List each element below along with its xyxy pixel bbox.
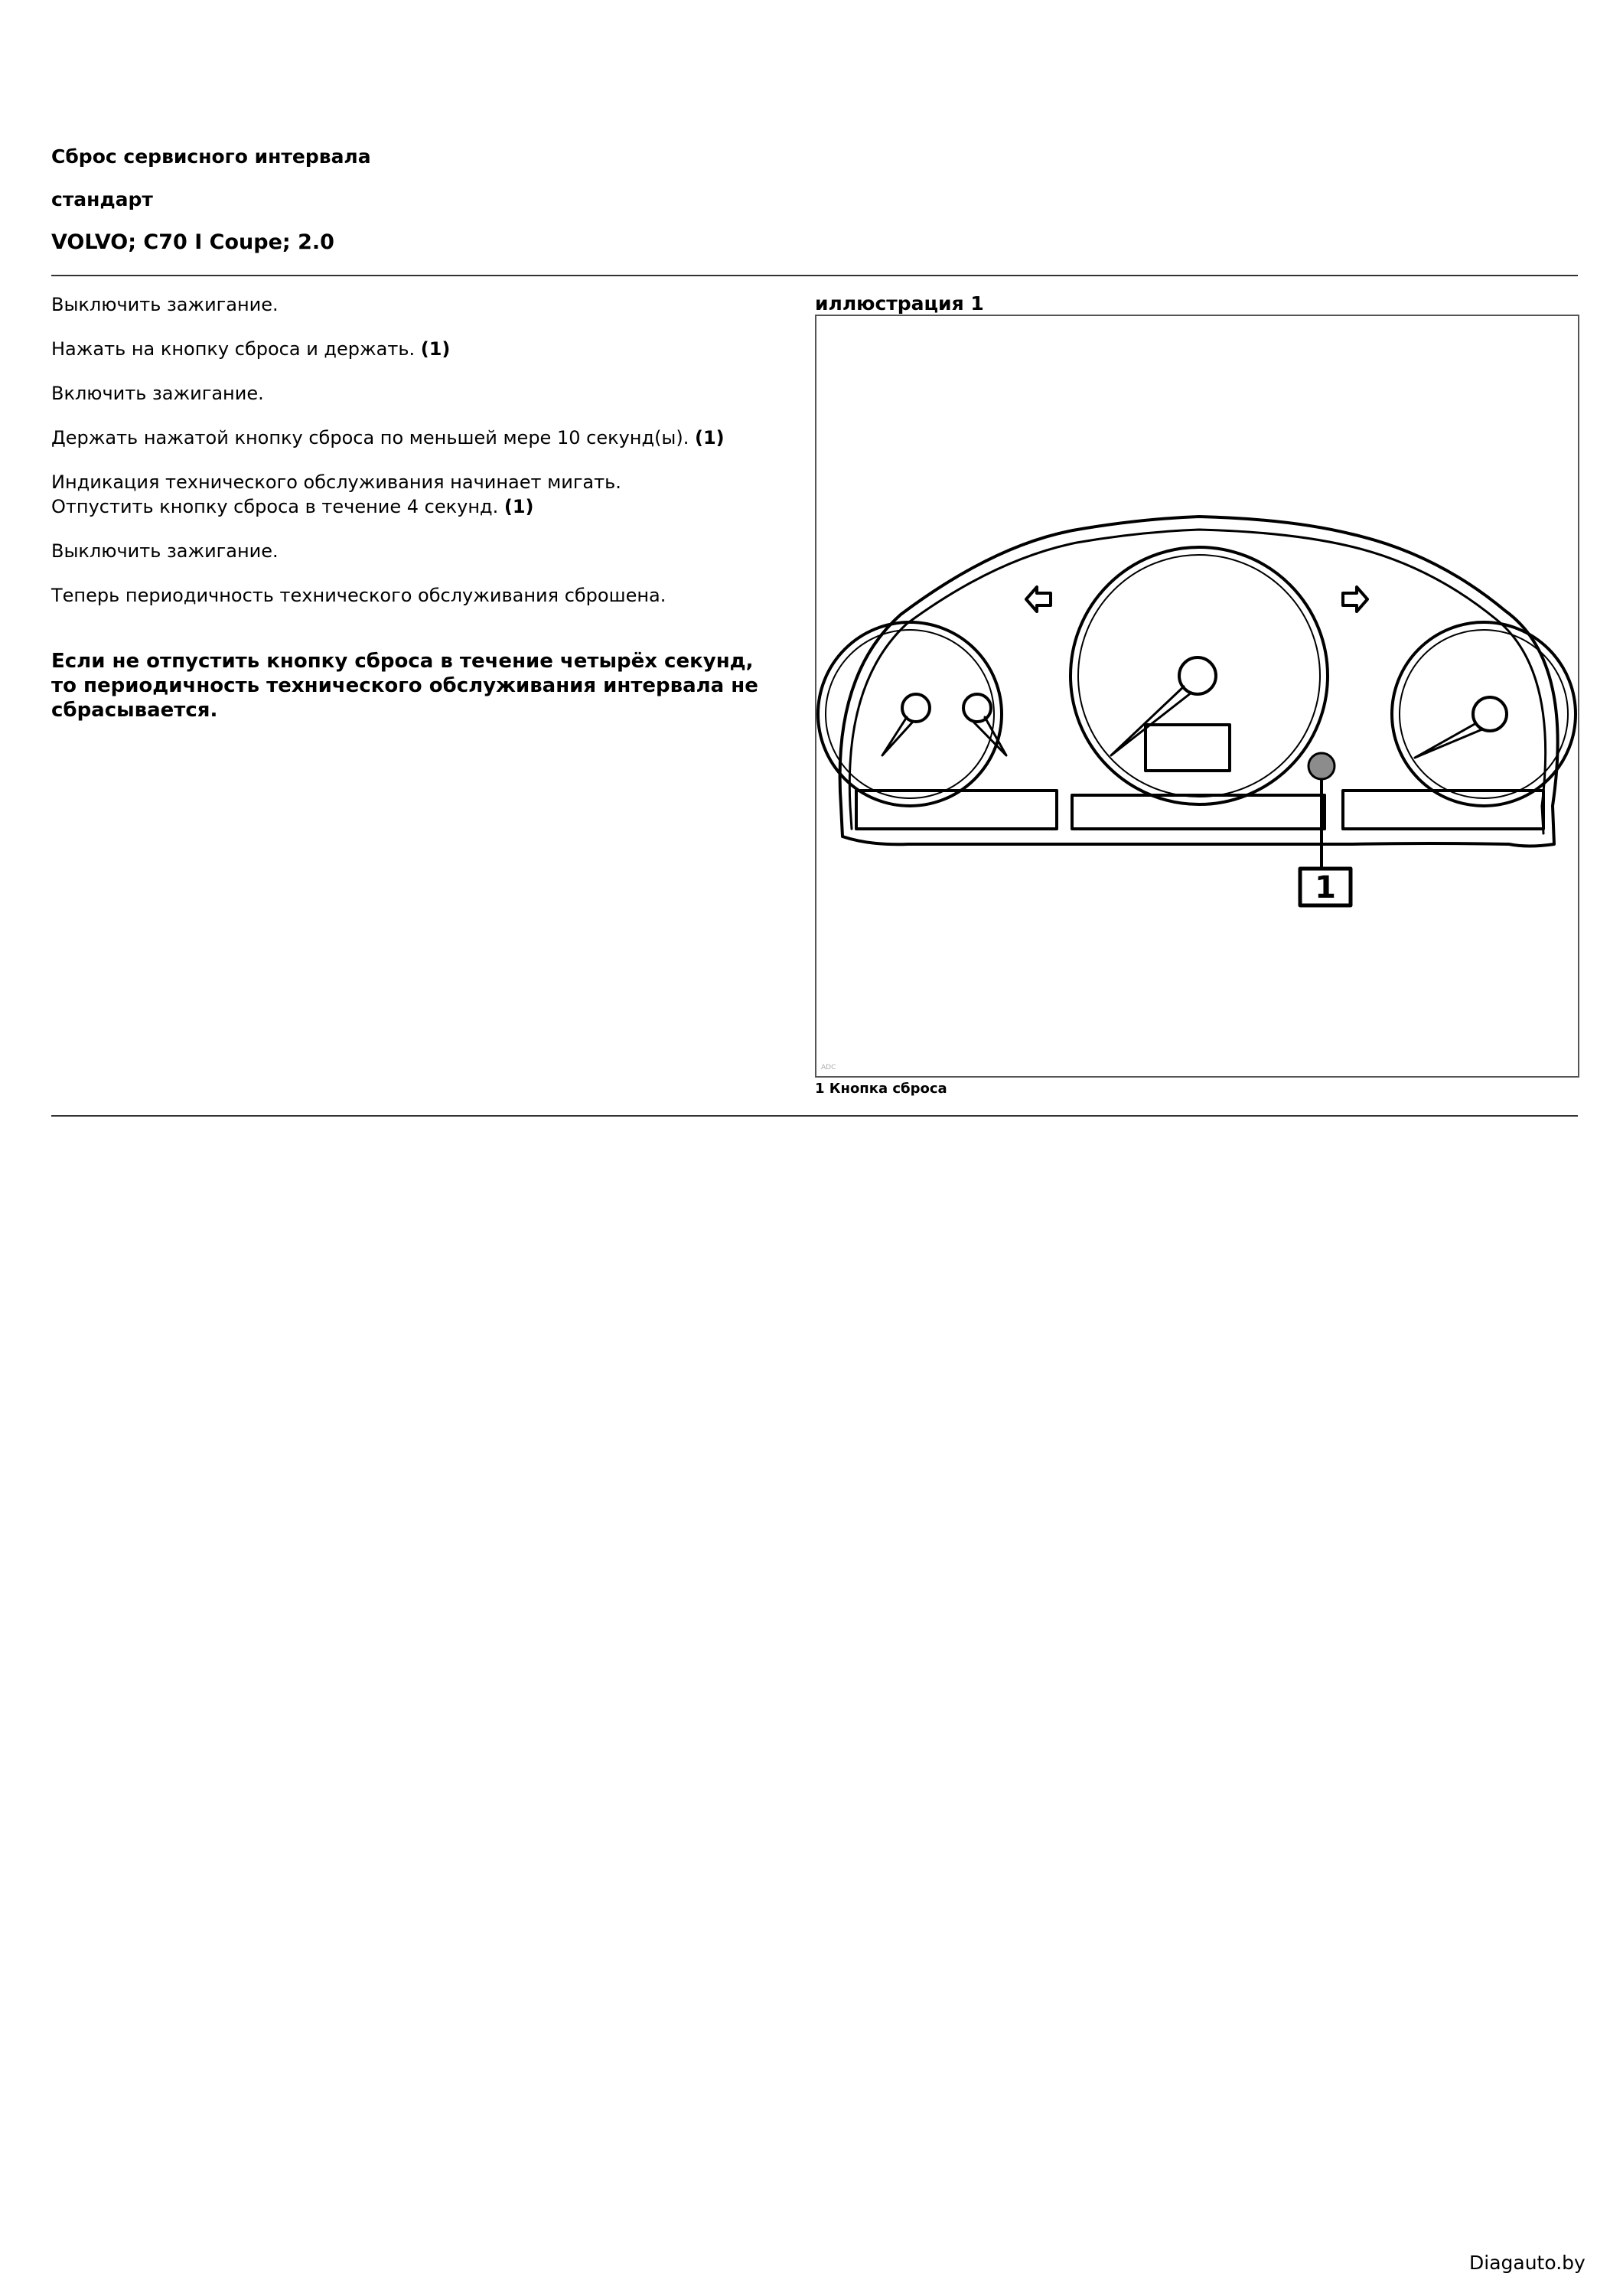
callout-number: 1 — [1315, 870, 1336, 905]
step-7 — [51, 583, 771, 608]
step-6 — [51, 539, 771, 563]
center-warning-panel — [1072, 795, 1325, 829]
step-4 — [51, 426, 771, 450]
cluster-housing-inner — [849, 530, 1545, 833]
right-turn-arrow-icon — [1343, 587, 1367, 612]
step-reference: (1) — [695, 427, 725, 448]
instruction-steps — [51, 292, 771, 722]
temp-gauge-hub — [963, 694, 991, 722]
step-text: Выключить зажигание. — [51, 540, 279, 562]
step-text: Включить зажигание. — [51, 383, 264, 404]
step-reference: (1) — [420, 338, 451, 360]
left-warning-panel — [856, 791, 1057, 829]
footer-site-name: Diagauto.by — [1469, 2252, 1586, 2274]
document-subtitle: стандарт — [51, 188, 153, 210]
left-turn-arrow-icon — [1026, 587, 1051, 612]
step-reference: (1) — [504, 496, 534, 517]
odometer-display — [1146, 725, 1230, 771]
step-5 — [51, 470, 771, 519]
speedometer — [1071, 547, 1328, 804]
step-text-line-2: Отпустить кнопку сброса в течение 4 секунд. — [51, 496, 499, 517]
instrument-cluster-illustration — [816, 316, 1578, 1076]
figure-caption: 1 Кнопка сброса — [815, 1081, 947, 1097]
step-text: Выключить зажигание. — [51, 294, 279, 315]
step-text: Держать нажатой кнопку сброса по меньшей мере 10 секунд(ы). — [51, 427, 689, 448]
reset-button-marker — [1309, 753, 1335, 779]
vehicle-model: VOLVO; C70 I Coupe; 2.0 — [51, 230, 334, 254]
step-2 — [51, 337, 771, 361]
tachometer-hub — [1473, 697, 1507, 731]
tachometer-needle — [1415, 723, 1482, 758]
speedometer-hub — [1179, 657, 1216, 694]
speedometer-inner — [1078, 555, 1320, 797]
warning-note: Если не отпустить кнопку сброса в течение четырёх секунд, то периодичность технического обслуживания интервала не сбрасывается. — [51, 650, 758, 722]
right-gauge — [1392, 622, 1576, 806]
top-divider — [51, 275, 1578, 276]
figure-source-stamp: ADC — [821, 1064, 836, 1071]
step-text-line-1: Индикация технического обслуживания начинает мигать. — [51, 471, 621, 493]
step-text: Нажать на кнопку сброса и держать. — [51, 338, 416, 360]
figure-frame — [815, 315, 1579, 1078]
step-text: Теперь периодичность технического обслуживания сброшена. — [51, 585, 666, 606]
figure-title: иллюстрация 1 — [815, 292, 984, 315]
fuel-gauge-needle — [882, 717, 913, 755]
step-3 — [51, 381, 771, 406]
speedometer-needle — [1111, 687, 1191, 755]
document-title: Сброс сервисного интервала — [51, 145, 371, 168]
bottom-divider — [51, 1115, 1578, 1117]
step-1 — [51, 292, 771, 317]
